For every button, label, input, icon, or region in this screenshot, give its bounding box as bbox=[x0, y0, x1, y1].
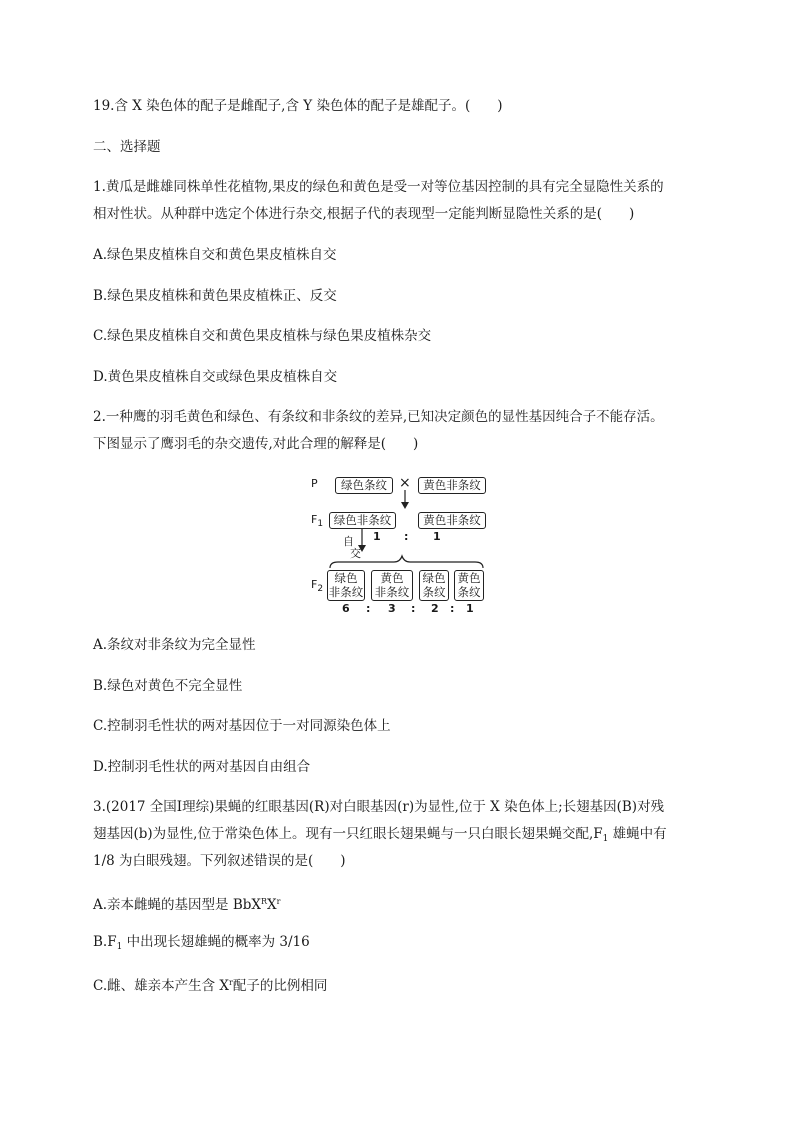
f2-ratio-1: 6 bbox=[342, 602, 350, 615]
selfing-label-1: 自 bbox=[343, 535, 354, 548]
q3-option-b: $B.F_1$ 中出现长翅雄蝇的概率为 3/16 bbox=[93, 934, 310, 952]
f1-label: $F_1$ bbox=[311, 513, 324, 529]
f1-ratio-left: 1 bbox=[373, 530, 381, 543]
f1-box-yellow-nonstriped: 黄色非条纹 bbox=[418, 512, 486, 529]
f2-ratio-4: 1 bbox=[466, 602, 474, 615]
f2-box4-line1: 黄色 bbox=[457, 571, 481, 585]
f2-label: $F_2$ bbox=[311, 578, 324, 594]
f2-colon-2: : bbox=[411, 602, 416, 615]
p-box-green-striped: 绿色条纹 bbox=[335, 477, 393, 494]
f2-box1-line1: 绿色 bbox=[334, 571, 358, 585]
q3-option-a: A.亲本雌蝇的基因型是 $BbX^RX^r$ bbox=[93, 897, 281, 913]
p-to-f1-arrowhead bbox=[401, 502, 409, 509]
f2-box-yellow-nonstriped bbox=[371, 570, 413, 601]
q1-stem-line2: 相对性状。从种群中选定个体进行杂交,根据子代的表现型一定能判断显隐性关系的是( ) bbox=[93, 206, 635, 222]
f2-colon-1: : bbox=[366, 602, 371, 615]
f2-box4-line2: 条纹 bbox=[457, 585, 481, 599]
f2-box-yellow-striped bbox=[454, 570, 484, 601]
q2-stem-line2: 下图显示了鹰羽毛的杂交遗传,对此合理的解释是( ) bbox=[93, 436, 419, 452]
f2-box-green-nonstriped bbox=[327, 570, 365, 601]
section-title: 二、选择题 bbox=[93, 139, 161, 155]
f2-ratio-2: 3 bbox=[388, 602, 396, 615]
q2-option-b: B.绿色对黄色不完全显性 bbox=[93, 678, 243, 694]
cross-symbol: × bbox=[399, 475, 411, 491]
f2-box3-line2: 条纹 bbox=[422, 585, 446, 599]
cross-diagram bbox=[300, 470, 500, 620]
f2-ratio-3: 2 bbox=[431, 602, 439, 615]
q1-option-c: C.绿色果皮植株自交和黄色果皮植株与绿色果皮植株杂交 bbox=[93, 328, 432, 344]
f2-box-green-striped bbox=[419, 570, 449, 601]
q2-option-d: D.控制羽毛性状的两对基因自由组合 bbox=[93, 759, 311, 775]
p-label: P bbox=[311, 477, 318, 490]
f2-box3-line1: 绿色 bbox=[422, 571, 446, 585]
f1-box-green-nonstriped: 绿色非条纹 bbox=[329, 512, 396, 529]
q3-stem-line3: 1/8 为白眼残翅。下列叙述错误的是( ) bbox=[93, 853, 346, 869]
q2-stem-line1: 2.一种鹰的羽毛黄色和绿色、有条纹和非条纹的差异,已知决定颜色的显性基因纯合子不能存活。 bbox=[93, 409, 664, 425]
q3-option-c: C.雌、雄亲本产生含 $X^r$配子的比例相同 bbox=[93, 978, 328, 994]
q2-option-c: C.控制羽毛性状的两对基因位于一对同源染色体上 bbox=[93, 718, 391, 734]
f2-box2-line2: 非条纹 bbox=[374, 585, 410, 599]
q2-option-a: A.条纹对非条纹为完全显性 bbox=[93, 637, 256, 653]
q1-stem-line1: 1.黄瓜是雌雄同株单性花植物,果皮的绿色和黄色是受一对等位基因控制的具有完全显隐性关系的 bbox=[93, 179, 664, 195]
f2-box2-line1: 黄色 bbox=[380, 571, 404, 585]
q1-option-a: A.绿色果皮植株自交和黄色果皮植株自交 bbox=[93, 247, 337, 263]
f2-box1-line2: 非条纹 bbox=[328, 585, 364, 599]
q3-stem-line1: 3.(2017 全国Ⅰ理综)果蝇的红眼基因(R)对白眼基因(r)为显性,位于 X 染色体上;长翅基因(B)对残 bbox=[93, 799, 665, 815]
q3-stem-line2: 翅基因(b)为显性,位于常染色体上。现有一只红眼长翅果蝇与一只白眼长翅果蝇交配$,F_1$ 雄蝇中有 bbox=[93, 826, 667, 844]
q1-option-d: D.黄色果皮植株自交或绿色果皮植株自交 bbox=[93, 369, 338, 385]
f2-colon-3: : bbox=[450, 602, 455, 615]
f1-colon: : bbox=[404, 530, 409, 543]
selfing-label-2: 交 bbox=[350, 547, 361, 560]
question-19: 19.含 X 染色体的配子是雌配子,含 Y 染色体的配子是雄配子。( ) bbox=[93, 98, 503, 114]
q1-option-b: B.绿色果皮植株和黄色果皮植株正、反交 bbox=[93, 288, 337, 304]
f1-ratio-right: 1 bbox=[433, 530, 441, 543]
p-box-yellow-nonstriped: 黄色非条纹 bbox=[418, 477, 486, 494]
